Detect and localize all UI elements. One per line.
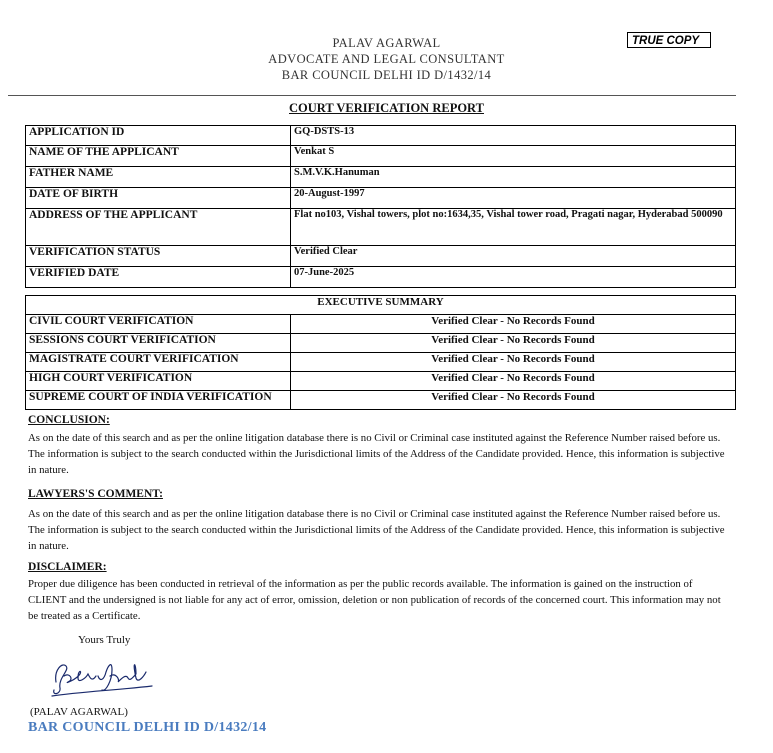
field-value: 20-August-1997: [291, 188, 736, 209]
disclaimer-text: Proper due diligence has been conducted in retrieval of the information as per the public records available. The information is gained on the instruction of CLIENT and the undersigned is not liable for any act of error, omission, deletion or non publication of records of the concerned court. This information may not be treated as a Certificate.: [28, 578, 721, 622]
header-divider: [8, 95, 736, 96]
table-header-row: [26, 296, 736, 315]
table-row: [26, 267, 736, 288]
court-label: SUPREME COURT OF INDIA VERIFICATION: [26, 391, 291, 410]
executive-summary-title: EXECUTIVE SUMMARY: [26, 296, 736, 315]
court-status: Verified Clear - No Records Found: [291, 315, 736, 334]
lawyers-comment-heading: LAWYERS'S COMMENT:: [28, 488, 163, 500]
field-label: VERIFICATION STATUS: [26, 246, 291, 267]
executive-summary-table: [25, 295, 736, 410]
field-value: 07-June-2025: [291, 267, 736, 288]
table-row: [26, 126, 736, 146]
conclusion-text: As on the date of this search and as per the online litigation database there is no Civil or Criminal case instituted against the Reference Number raised before us. The information is subject to the search conducted within the Jurisdictional limits of the Address of the Candidate provided. Hence, this information is subjective in nature.: [28, 432, 725, 476]
applicant-details-table: [25, 125, 736, 288]
field-label: VERIFIED DATE: [26, 267, 291, 288]
court-label: MAGISTRATE COURT VERIFICATION: [26, 353, 291, 372]
advocate-name: PALAV AGARWAL: [332, 36, 441, 50]
signatory-name: (PALAV AGARWAL): [30, 706, 128, 718]
advocate-role: ADVOCATE AND LEGAL CONSULTANT: [268, 52, 505, 66]
table-row: [26, 167, 736, 188]
closing-salutation: Yours Truly: [78, 634, 131, 646]
court-label: HIGH COURT VERIFICATION: [26, 372, 291, 391]
field-label: APPLICATION ID: [26, 126, 291, 146]
court-label: CIVIL COURT VERIFICATION: [26, 315, 291, 334]
table-row: [26, 246, 736, 267]
court-status: Verified Clear - No Records Found: [291, 391, 736, 410]
court-status: Verified Clear - No Records Found: [291, 353, 736, 372]
true-copy-stamp: TRUE COPY: [627, 32, 711, 48]
court-status: Verified Clear - No Records Found: [291, 372, 736, 391]
field-value: Verified Clear: [291, 246, 736, 267]
disclaimer-heading: DISCLAIMER:: [28, 561, 107, 573]
table-row: [26, 372, 736, 391]
table-row: [26, 146, 736, 167]
table-row: [26, 209, 736, 246]
lawyers-comment-text: As on the date of this search and as per the online litigation database there is no Civil or Criminal case instituted against the Reference Number raised before us. The information is subject to the search conducted within the Jurisdictional limits of the Address of the Candidate provided. Hence, this information is subjective in nature.: [28, 508, 725, 552]
field-label: DATE OF BIRTH: [26, 188, 291, 209]
field-value: Flat no103, Vishal towers, plot no:1634,35, Vishal tower road, Pragati nagar, Hyderabad 500090: [291, 209, 736, 246]
table-row: [26, 391, 736, 410]
table-row: [26, 315, 736, 334]
signature-image: [48, 652, 158, 705]
field-value: S.M.V.K.Hanuman: [291, 167, 736, 188]
field-value: GQ-DSTS-13: [291, 126, 736, 146]
court-status: Verified Clear - No Records Found: [291, 334, 736, 353]
report-title: COURT VERIFICATION REPORT: [289, 101, 484, 115]
field-label: NAME OF THE APPLICANT: [26, 146, 291, 167]
conclusion-heading: CONCLUSION:: [28, 414, 110, 426]
table-row: [26, 353, 736, 372]
signatory-bar-id: BAR COUNCIL DELHI ID D/1432/14: [28, 720, 267, 735]
advocate-bar-id: BAR COUNCIL DELHI ID D/1432/14: [281, 68, 492, 82]
field-value: Venkat S: [291, 146, 736, 167]
field-label: ADDRESS OF THE APPLICANT: [26, 209, 291, 246]
table-row: [26, 188, 736, 209]
court-label: SESSIONS COURT VERIFICATION: [26, 334, 291, 353]
field-label: FATHER NAME: [26, 167, 291, 188]
table-row: [26, 334, 736, 353]
